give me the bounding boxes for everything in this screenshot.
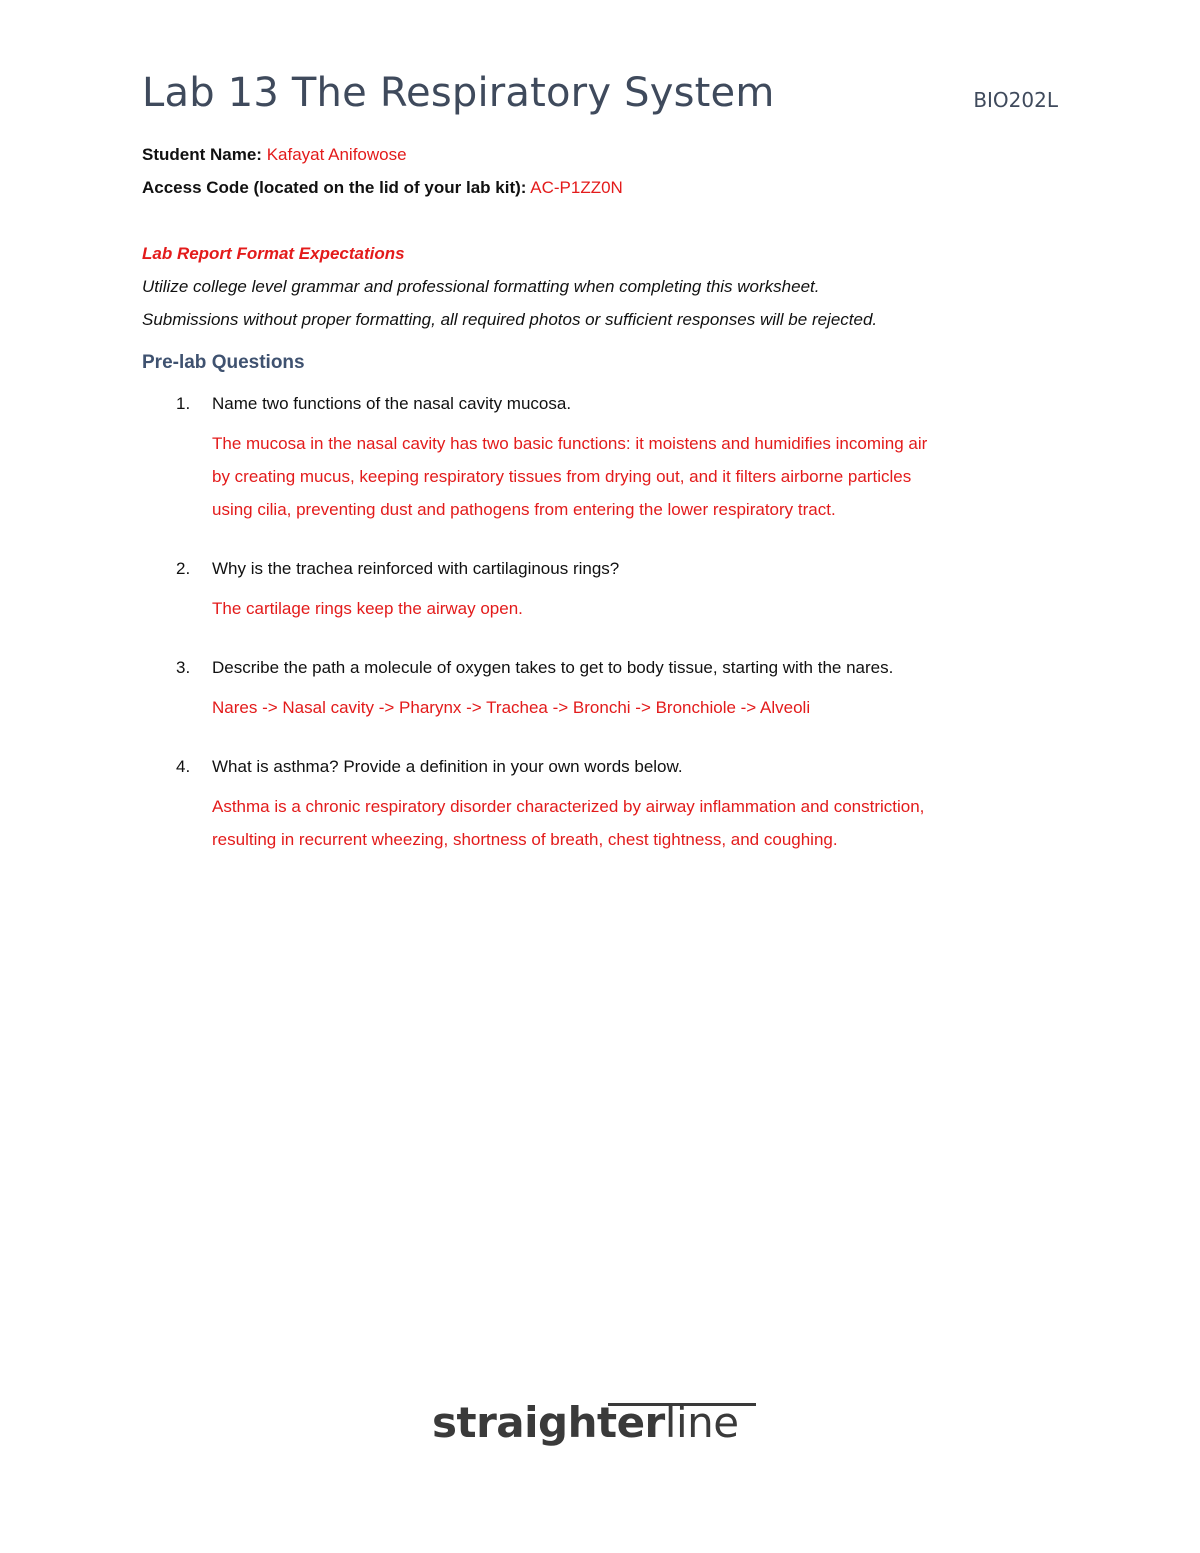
question-text: Name two functions of the nasal cavity mucosa. — [212, 394, 572, 413]
answer-line: The mucosa in the nasal cavity has two basic functions: it moistens and humidifies incoming air — [212, 434, 928, 453]
student-name-label: Student Name: — [142, 145, 262, 164]
answer-text — [212, 790, 1072, 856]
question-text: Why is the trachea reinforced with cartilaginous rings? — [212, 559, 620, 578]
answer-line: The cartilage rings keep the airway open. — [212, 599, 523, 618]
question-number: 2. — [176, 559, 191, 578]
answer-line: using cilia, preventing dust and pathogens from entering the lower respiratory tract. — [212, 500, 836, 519]
access-code-field — [142, 178, 623, 198]
expectations-title: Lab Report Format Expectations — [142, 244, 405, 263]
page-title: Lab 13 The Respiratory System — [142, 70, 775, 116]
answer-text — [212, 427, 1072, 526]
question-number: 3. — [176, 658, 191, 677]
expectations-line-2: Submissions without proper formatting, all required photos or sufficient responses will be rejected. — [142, 310, 878, 329]
logo-light-text: line — [664, 1398, 739, 1447]
logo-wordmark — [432, 1398, 739, 1447]
course-code: BIO202L — [973, 88, 1058, 112]
question-text: Describe the path a molecule of oxygen takes to get to body tissue, starting with the nares. — [212, 658, 894, 677]
answer-text — [212, 592, 1072, 625]
access-code-label: Access Code (located on the lid of your lab kit): — [142, 178, 527, 197]
logo-bold-text: straighter — [432, 1398, 665, 1447]
question-number: 1. — [176, 394, 191, 413]
student-name-field — [142, 145, 407, 165]
question-number: 4. — [176, 757, 191, 776]
student-name-value: Kafayat Anifowose — [266, 145, 407, 164]
question-text: What is asthma? Provide a definition in your own words below. — [212, 757, 683, 776]
expectations-line-1: Utilize college level grammar and professional formatting when completing this worksheet. — [142, 277, 820, 296]
answer-line: by creating mucus, keeping respiratory tissues from drying out, and it filters airborne particles — [212, 467, 912, 486]
answer-line: Asthma is a chronic respiratory disorder characterized by airway inflammation and constriction, — [212, 797, 925, 816]
answer-line: resulting in recurrent wheezing, shortness of breath, chest tightness, and coughing. — [212, 830, 838, 849]
straighterline-logo — [432, 1398, 762, 1468]
access-code-value: AC-P1ZZ0N — [530, 178, 623, 197]
answer-line: Nares -> Nasal cavity -> Pharynx -> Trachea -> Bronchi -> Bronchiole -> Alveoli — [212, 698, 811, 717]
prelab-section-title: Pre-lab Questions — [142, 352, 305, 373]
answer-text — [212, 691, 1072, 724]
